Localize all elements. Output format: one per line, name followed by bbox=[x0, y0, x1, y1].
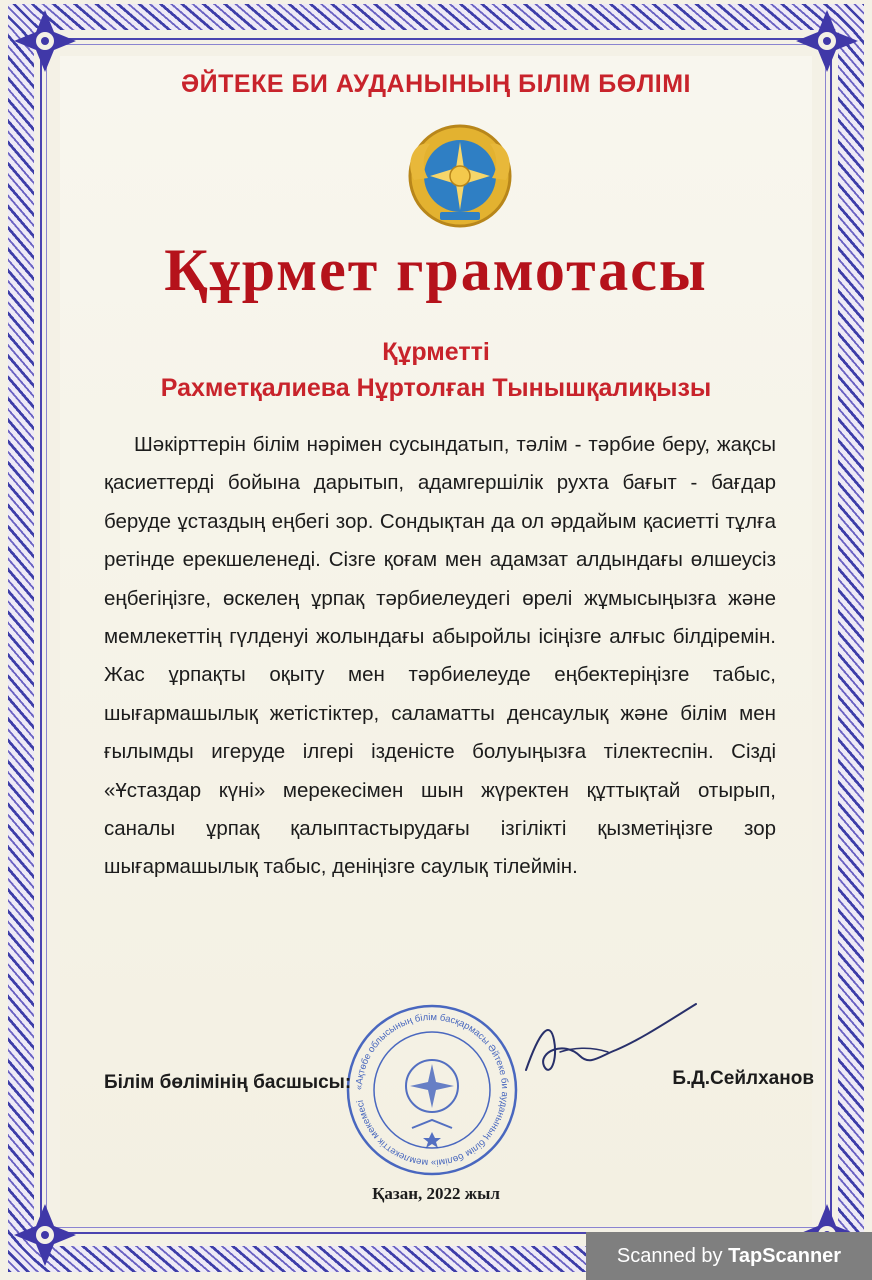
kazakhstan-state-emblem-icon bbox=[400, 120, 520, 232]
certificate-body-text: Шәкірттерін білім нәрімен сусындатып, тәлім - тәрбие беру, жақсы қасиеттерді бойына дарытып, адамгершілік рухта бағыт - бағдар беруде ұстаздың еңбегі зор. Сондықтан да ол әрдайым қасиетті тұлға ретінде ерекшеленеді. Сізге қоғам мен адамзат алдындағы өлшеусіз еңбегіңізге, өскелең ұрпақ тәрбиелеудегі өрелі жұмысыңызға және мемлекеттің гүлденуі жолындағы абыройлы ісіңізге алғыс білдіремін. Жас ұрпақты оқыту мен тәрбиелеуде еңбектеріңізге табыс, шығармашылық жетістіктер, саламатты денсаулық және білім мен ғылымды игеруде ілгері ізденісте болуыңызға тілектеспін. Сізді «Ұстаздар күні» мерекесімен шын жүректен құттықтай отырып, саналы ұрпақ қалыптастырудағы ізгілікті қызметіңізге зор шығармашылық табыс, деніңізге саулық тілеймін. bbox=[104, 433, 776, 879]
signer-title: Білім бөлімінің басшысы: bbox=[104, 1072, 352, 1093]
seal-ring-text: «Ақтөбе облысының білім басқармасы Әйтеке би ауданының білім бөлімі» мемлекеттік мекемесі bbox=[353, 1011, 511, 1169]
certificate-title: Құрмет грамотасы bbox=[164, 237, 708, 303]
certificate-content bbox=[60, 56, 812, 1226]
recipient-block bbox=[60, 334, 812, 406]
watermark-prefix: Scanned by bbox=[616, 1245, 729, 1267]
honorific: Құрметті bbox=[382, 338, 490, 366]
signer-name: Б.Д.Сейлханов bbox=[672, 1068, 814, 1089]
department-heading: ӘЙТЕКЕ БИ АУДАНЫНЫҢ БІЛІМ БӨЛІМІ bbox=[181, 70, 691, 98]
watermark-brand: TapScanner bbox=[728, 1245, 842, 1267]
signature-row bbox=[104, 1062, 824, 1102]
recipient-name: Рахметқалиева Нұртолған Тынышқалиқызы bbox=[160, 374, 712, 402]
place-and-date: Қазан, 2022 жыл bbox=[372, 1184, 500, 1203]
scanner-watermark bbox=[586, 1232, 872, 1280]
